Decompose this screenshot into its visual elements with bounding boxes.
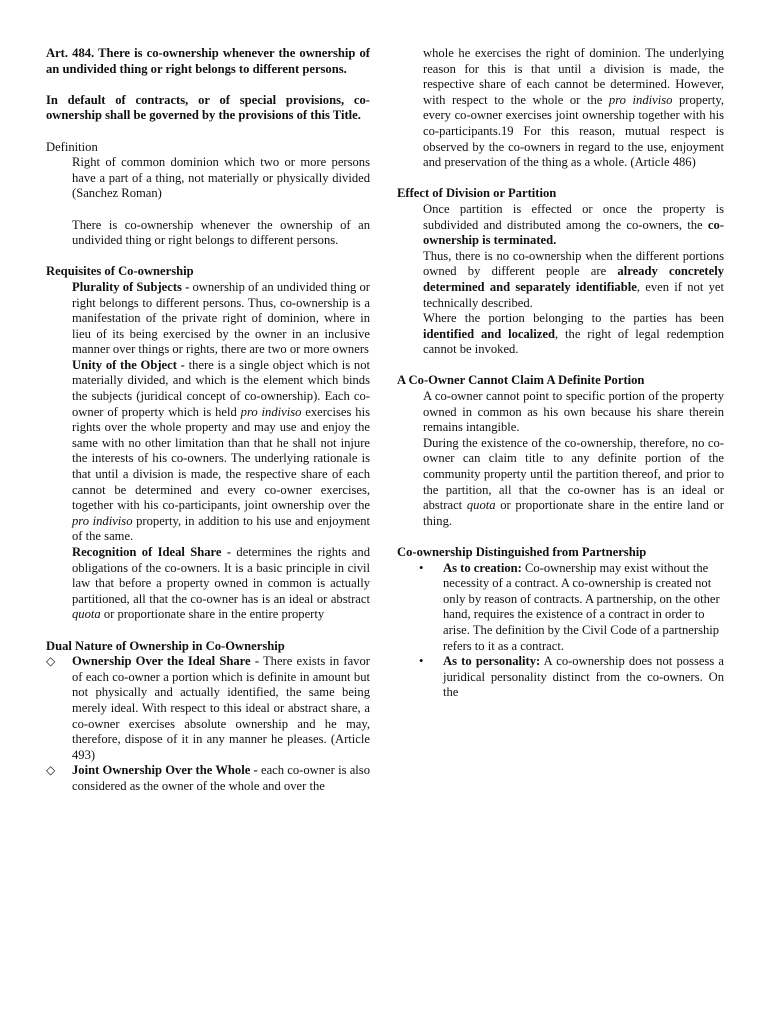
continuation-paragraph: [397, 46, 724, 171]
division-paragraph-2: [397, 249, 724, 311]
requisite-plurality-label: Plurality of Subjects -: [72, 279, 190, 294]
requisite-ideal-text-2: or proportionate share in the entire property: [100, 607, 325, 622]
continuation-text-2: property, every co-owner exercises joint ownership together with his co-participants.19 For this reason, mutual respect is observed by the co-owners in regard to the use, enjoyment and preservation of the thing as a whole. (Article 486): [423, 92, 724, 170]
left-column: [46, 46, 370, 795]
claim-p2-italic: quota: [466, 498, 496, 513]
right-column: [397, 46, 724, 701]
division-p3-text-1: Where the portion belonging to the parties has been: [423, 311, 724, 326]
requisite-ideal-label: Recognition of Ideal Share -: [72, 545, 232, 559]
partnership-item-creation: [397, 561, 724, 655]
claim-heading: A Co-Owner Cannot Claim A Definite Portion: [397, 373, 645, 388]
article-heading: Art. 484. There is co-ownership whenever the ownership of an undivided thing or right belongs to different persons.: [46, 46, 370, 76]
claim-paragraph-2: [397, 436, 724, 530]
requisite-unity-italic-2: pro indiviso: [72, 513, 133, 528]
requisites-heading: Requisites of Co-ownership: [46, 264, 194, 279]
diamond-bullet-icon: ◇: [46, 763, 56, 778]
claim-p2-text-1: During the existence of the co-ownership, therefore, no co-owner can claim title to any definite portion of the community property until the partition thereof, and prior to the partition, all that the co-owner has is an ideal or abstract: [423, 435, 724, 513]
requisite-ideal-share: [46, 545, 370, 623]
division-p2-text-1: Thus, there is no co-ownership when the different portions owned by different people are: [423, 248, 724, 279]
bullet-icon: •: [419, 654, 424, 669]
partnership-heading: Co-ownership Distinguished from Partnership: [397, 545, 647, 559]
requisite-unity-text-3: property, in addition to his use and enjoyment of the same.: [72, 513, 370, 544]
partnership-item-2-label: As to personality:: [443, 654, 541, 669]
claim-paragraph-1: A co-owner cannot point to specific portion of the property owned in common as his own because his share therein remains intangible.: [423, 389, 724, 435]
division-paragraph-1: [397, 202, 724, 249]
definition-paragraph-2: There is co-ownership whenever the ownership of an undivided thing or right belongs to different persons.: [72, 217, 370, 248]
default-provision-heading: In default of contracts, or of special provisions, co-ownership shall be governed by the provisions of this Title.: [46, 92, 370, 123]
dual-nature-heading: Dual Nature of Ownership in Co-Ownership: [46, 638, 285, 653]
partnership-item-2-text: A co-ownership does not possess a juridical personality distinct from the co-owners. On the: [443, 654, 724, 700]
partnership-item-1-text: Co-ownership may exist without the necessity of a contract. A co-ownership is created not only by reason of contracts. A partnership, on the other hand, requires the existence of a contract in order to arise. The definition by the Civil Code of a partnership refers to it as a contract.: [443, 560, 720, 653]
dual-item-2-text: each co-owner is also considered as the owner of the whole and over the: [72, 763, 371, 793]
dual-item-whole: [46, 763, 370, 794]
requisite-ideal-italic: quota: [72, 607, 101, 622]
division-p1-text: Once partition is effected or once the property is subdivided and distributed among the co-owners, the: [423, 201, 724, 232]
dual-item-1-label: Ownership Over the Ideal Share -: [72, 654, 260, 669]
continuation-italic: pro indiviso: [608, 92, 673, 107]
division-p3-text-2: , the right of legal redemption cannot be invoked.: [423, 326, 724, 357]
dual-item-1-text: There exists in favor of each co-owner a portion which is definite in amount but not physically and actually identified, the same being merely ideal. With respect to this ideal or abstract share, a co-owner exercises absolute ownership and he may, therefore, dispose of it in any manner he pleases. (Article 493): [72, 654, 370, 762]
requisite-unity: [46, 358, 370, 545]
diamond-bullet-icon: ◇: [46, 654, 56, 669]
definition-paragraph-1: Right of common dominion which two or more persons have a part of a thing, not materially or physically divided (Sanchez Roman): [72, 155, 370, 201]
dual-item-2-label: Joint Ownership Over the Whole -: [72, 763, 258, 778]
definition-label: Definition: [46, 139, 98, 154]
requisite-plurality-text: ownership of an undivided thing or right belongs to different persons. Thus, co-ownership is a manifestation of the private right of dominion, where in lieu of its being exercised by the owner in an inclusive manner over things or rights, there are two or more owners: [72, 279, 370, 357]
requisite-unity-text-1: there is a single object which is not materially divided, and which is the element which binds the subjects (juridical concept of co-ownership). Each co-owner of property which is held: [72, 357, 370, 419]
bullet-icon: •: [419, 560, 424, 575]
claim-p2-text-2: or proportionate share in the entire land or thing.: [423, 498, 724, 528]
requisite-ideal-text-1: determines the rights and obligations of the co-owners. It is a basic principle in civil law that before a property owned in common is actually partitioned, all that the co-owner has is an ideal or abstract: [72, 545, 370, 606]
requisite-unity-label: Unity of the Object -: [72, 357, 185, 372]
division-heading: Effect of Division or Partition: [397, 186, 557, 201]
division-p1-bold: co-ownership is terminated.: [423, 217, 724, 248]
requisite-unity-italic-1: pro indiviso: [240, 404, 302, 419]
continuation-text-1: whole he exercises the right of dominion. The underlying reason for this is that until a division is made, the respective share of each cannot be determined. However, with respect to the whole or the: [423, 46, 724, 107]
division-p2-bold: already concretely determined and separately identifiable: [423, 264, 724, 294]
partnership-item-1-label: As to creation:: [443, 560, 522, 575]
requisite-plurality: [46, 280, 370, 358]
division-p2-text-2: , even if not yet technically described.: [423, 279, 724, 310]
dual-item-ideal-share: [46, 654, 370, 763]
partnership-item-personality: [397, 654, 724, 701]
division-paragraph-3: [397, 311, 724, 358]
requisite-unity-text-2: exercises his rights over the whole property and may use and enjoy the same with no other limitation than that he shall not injure the interests of his co-owners. The underlying rationale is that until a division is made, the respective share of each cannot be determined and every co-owner exercises, together with his co-participants, joint ownership over the: [72, 404, 370, 513]
division-p3-bold: identified and localized: [423, 326, 555, 341]
